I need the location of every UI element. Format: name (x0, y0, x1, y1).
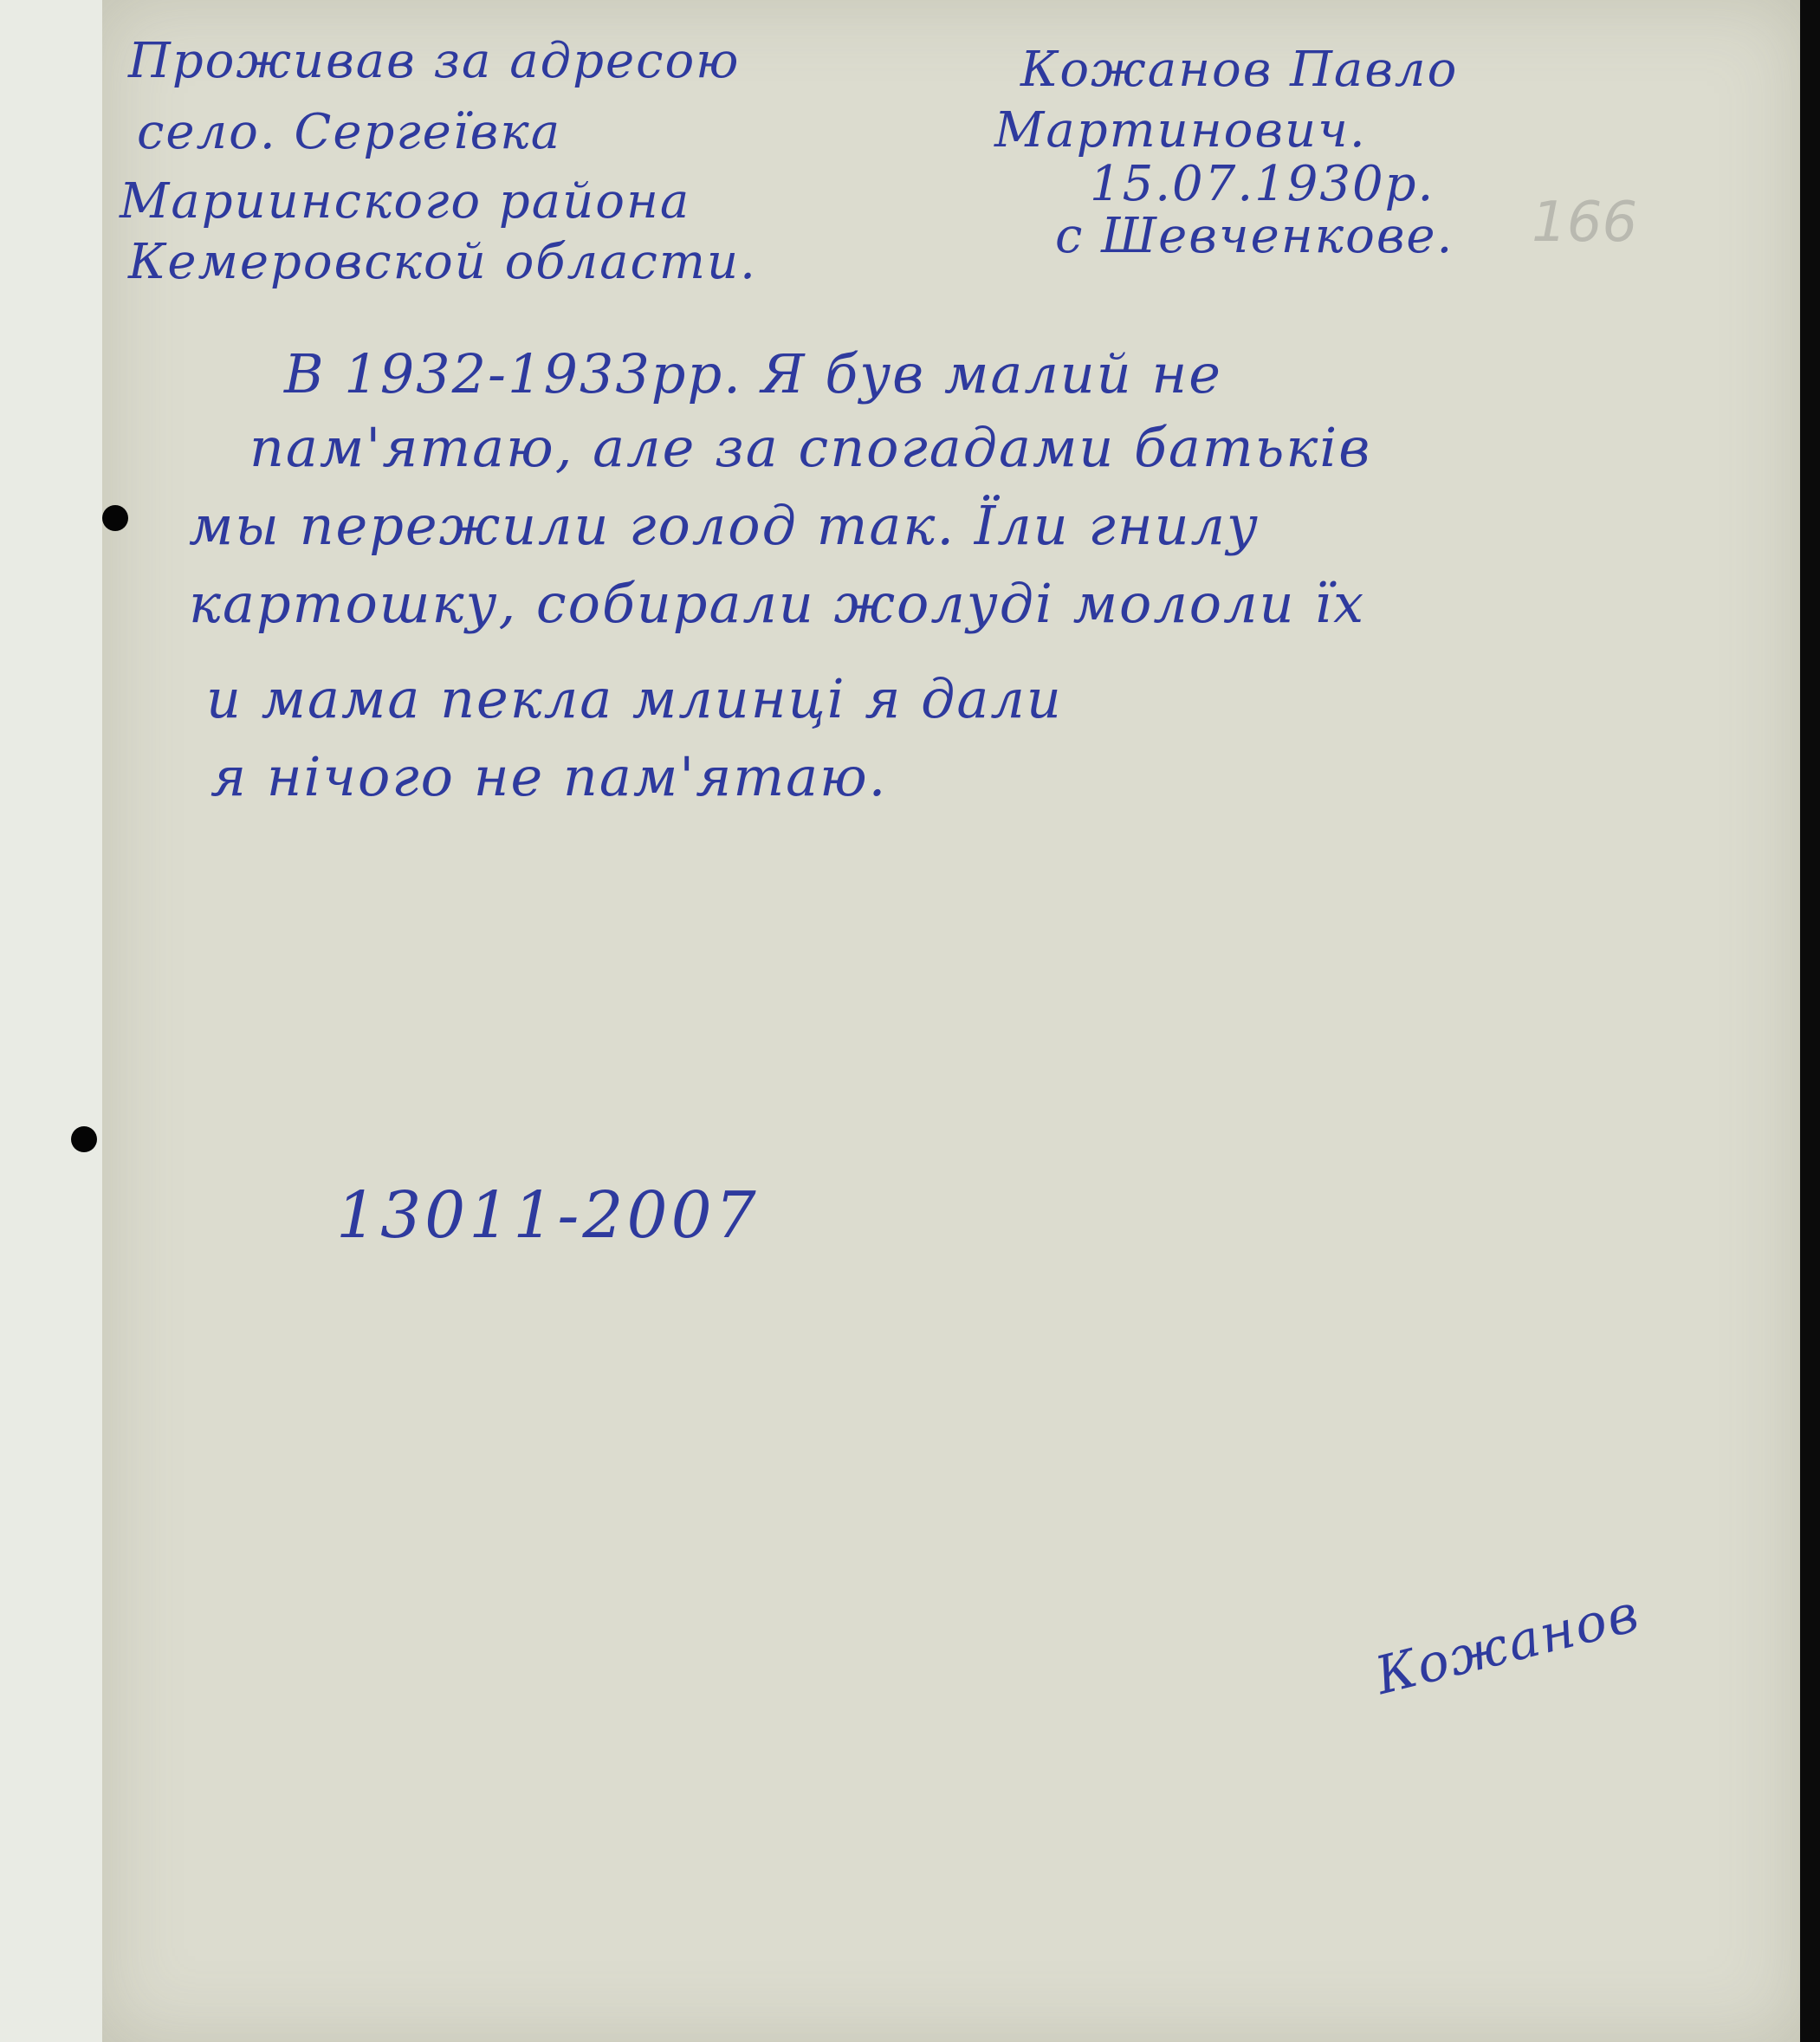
address-line-3: Мариинского района (120, 173, 691, 230)
mount-strip (0, 0, 104, 2042)
author-birthdate: 15.07.1930р. (1090, 156, 1435, 212)
punch-hole-bottom (71, 1126, 97, 1152)
author-name-line-1: Кожанов Павло (1020, 42, 1459, 98)
punch-hole-top (102, 505, 128, 531)
body-line-5: и мама пекла млинці я дали (206, 667, 1063, 730)
body-line-6: я нічого не пам'ятаю. (210, 745, 888, 808)
address-line-4: Кемеровской области. (128, 234, 757, 290)
author-name-line-2: Мартинович. (994, 102, 1367, 159)
body-line-4: картошку, собирали жолуді мололи їх (189, 572, 1366, 635)
address-line-1: Проживав за адресою (128, 33, 741, 89)
body-line-3: мы пережили голод так. Їли гнилу (189, 494, 1260, 557)
document-date: 13011-2007 (336, 1178, 760, 1253)
document-page (102, 0, 1800, 2042)
author-birthplace: с Шевченкове. (1055, 208, 1454, 264)
body-line-1: В 1932-1933рр. Я був малий не (284, 342, 1222, 405)
archive-page-number: 166 (1532, 191, 1638, 255)
signature: Кожанов (1370, 1582, 1646, 1707)
body-line-2: пам'ятаю, але за спогадами батьків (249, 416, 1372, 479)
address-line-2: село. Сергеївка (137, 104, 562, 160)
